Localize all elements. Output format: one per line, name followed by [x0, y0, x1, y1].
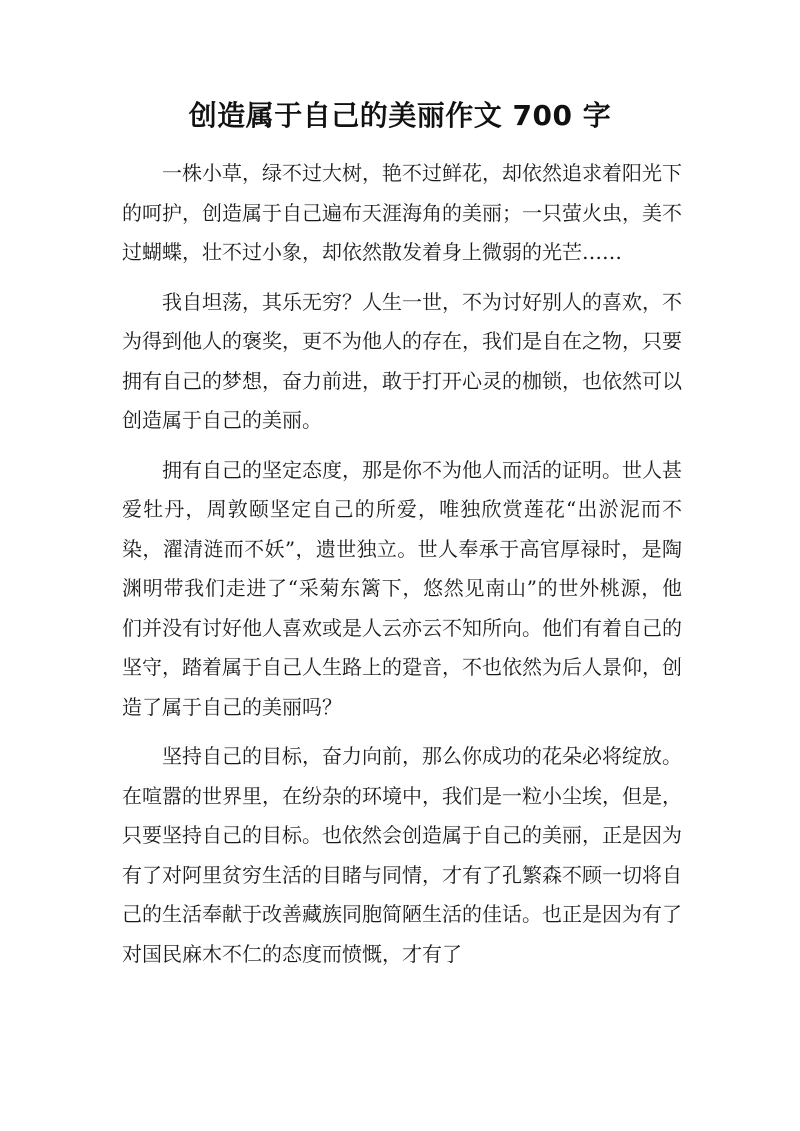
document-body: [122, 154, 682, 984]
paragraph-1: 一株小草，绿不过大树，艳不过鲜花，却依然追求着阳光下的呵护，创造属于自己遍布天涯海角的美丽；一只萤火虫，美不过蝴蝶，壮不过小象，却依然散发着身上微弱的光芒……: [122, 161, 682, 264]
paragraph-3: 拥有自己的坚定态度，那是你不为他人而活的证明。世人甚爱牡丹，周敦颐坚定自己的所爱，唯独欣赏莲花“出淤泥而不染，濯清涟而不妖”，遗世独立。世人奉承于高官厚禄时，是陶渊明带我们走进了“采菊东篱下，悠然见南山”的世外桃源，他们并没有讨好他人喜欢或是人云亦云不知所向。他们有着自己的坚守，踏着属于自己人生路上的跫音，不也依然为后人景仰，创造了属于自己的美丽吗？: [122, 457, 682, 719]
paragraph-4: 坚持自己的目标，奋力向前，那么你成功的花朵必将绽放。在喧嚣的世界里，在纷杂的环境中，我们是一粒小尘埃，但是，只要坚持自己的目标。也依然会创造属于自己的美丽，正是因为有了对阿里贫穷生活的目睹与同情，才有了孔繁森不顾一切将自己的生活奉献于改善藏族同胞简陋生活的佳话。也正是因为有了对国民麻木不仁的态度而愤慨，才有了: [122, 744, 682, 966]
paragraph-2: 我自坦荡，其乐无穷？人生一世，不为讨好别人的喜欢，不为得到他人的褒奖，更不为他人的存在，我们是自在之物，只要拥有自己的梦想，奋力前进，敢于打开心灵的枷锁，也依然可以创造属于自己的美丽。: [122, 289, 682, 432]
document-title: 创造属于自己的美丽作文 700 字: [188, 99, 612, 132]
